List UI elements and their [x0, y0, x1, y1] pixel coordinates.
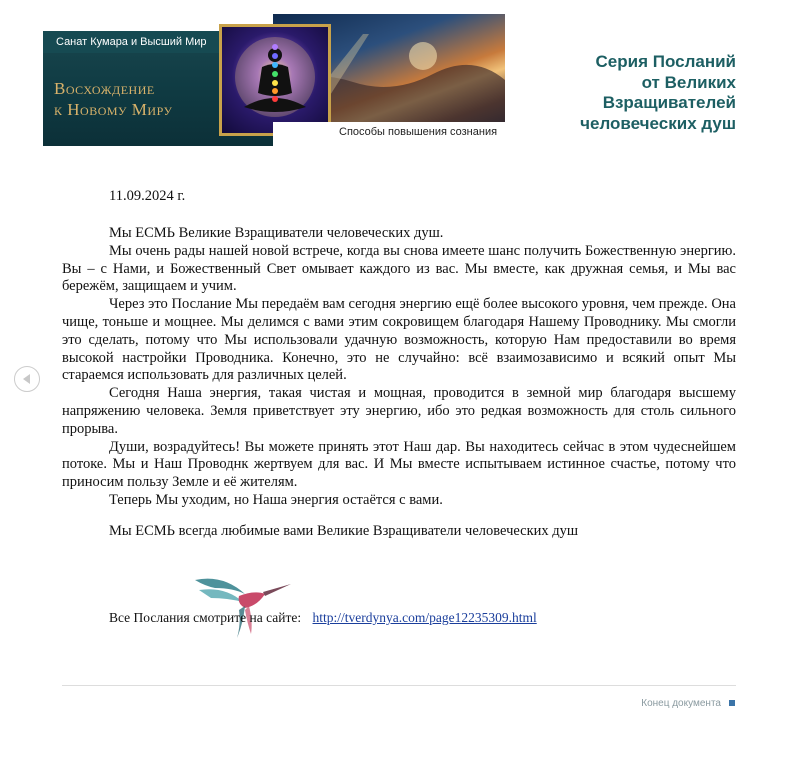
series-title-line2: от Великих [641, 72, 736, 92]
square-icon [729, 700, 735, 706]
message-body [62, 225, 736, 510]
banner-title-line1: Восхождение [54, 79, 155, 98]
end-of-document-label: Конец документа [641, 698, 721, 709]
divider [62, 685, 736, 686]
banner-caption-bar [273, 122, 505, 146]
banner-caption: Способы повышения сознания [339, 126, 498, 138]
banner-author: Санат Кумара и Высший Мир [56, 36, 207, 48]
footer-links [109, 610, 537, 626]
series-title [580, 52, 736, 134]
header-banner [43, 14, 505, 146]
paragraph-2: Мы очень рады нашей новой встрече, когда вы снова имеете шанс получить Божественную энергию. Вы – с Нами, и Божественный Свет омывает каждого из вас. Мы вместе, как дружная семья, и Мы вас бережём, защищаем и учим. [62, 242, 736, 295]
paragraph-3: Через это Послание Мы передаём вам сегодня энергию ещё более высокого уровня, чем прежде. Она чище, тоньше и мощнее. Мы делимся с вами этим сокровищем благодаря Нашему Проводнику. Мы смогли это сделать, потому что Мы использовали удачную возможность, которую Нам предоставили во время высокой настройки Проводника. Конечно, это не случайно: всё взаимозависимо и всякий опыт Мы стараемся использовать для различных целей. [62, 296, 736, 384]
paragraph-4: Сегодня Наша энергия, такая чистая и мощная, проводится в земной мир благодаря высшему напряжению человека. Земля приветствует эту энергию, ибо это редкая возможность для столь сильного прорыва. [62, 385, 736, 437]
document-date: 11.09.2024 г. [109, 188, 186, 204]
series-title-line4: человеческих душ [580, 113, 736, 133]
paragraph-1: Мы ЕСМЬ Великие Взращиватели человеческих душ. [109, 225, 444, 241]
previous-page-arrow-icon[interactable] [14, 366, 40, 392]
footer-label: Все Послания смотрите на сайте: [109, 610, 302, 625]
paragraph-5: Души, возрадуйтесь! Вы можете принять этот Наш дар. Вы находитесь сейчас в этом чудеснейшем потоке. Мы и Наш Проводнк жертвуем для вас. И Мы вместе испытываем истинное счастье, потому что приносим пользу Земле и её жителям. [62, 438, 736, 491]
banner-title-line2: к Новому Миру [54, 100, 173, 119]
hummingbird-icon [193, 572, 293, 644]
signature: Мы ЕСМЬ всегда любимые вами Великие Взращиватели человеческих душ [109, 523, 579, 539]
paragraph-6: Теперь Мы уходим, но Наша энергия остаётся с вами. [109, 491, 443, 508]
series-title-line1: Серия Посланий [595, 52, 736, 71]
meditation-figure-icon [222, 27, 328, 133]
series-title-line3: Взращивателей [602, 93, 736, 112]
site-link[interactable]: http://tverdynya.com/page12235309.html [312, 610, 537, 625]
end-of-document [641, 698, 735, 709]
meditation-image [219, 24, 331, 136]
banner-title [54, 78, 224, 120]
